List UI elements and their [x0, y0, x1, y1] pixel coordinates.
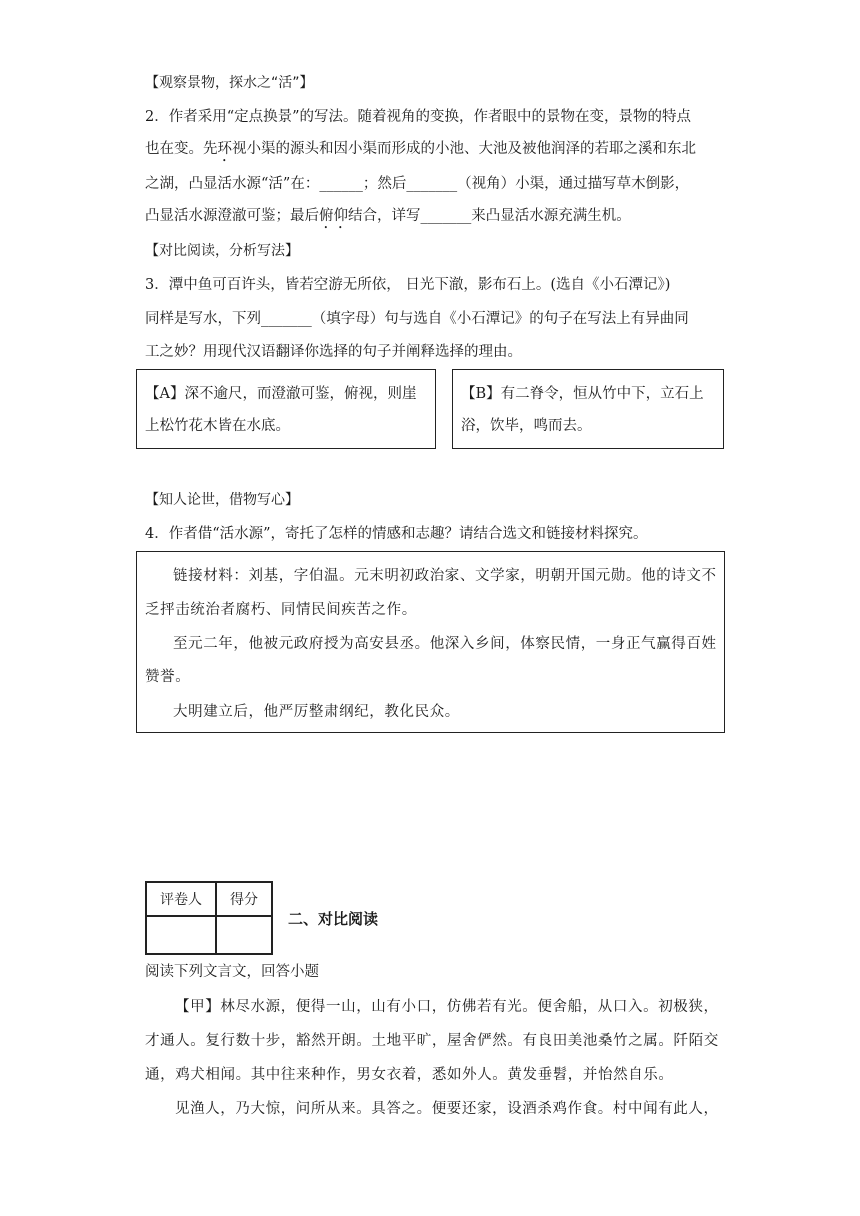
link-material-line-4: 赞誉。 [145, 669, 191, 685]
q3-heading: 【对比阅读，分析写法】 [145, 243, 299, 259]
q4-line-1: 4．作者借“活水源”，寄托了怎样的情感和志趣？请结合选文和链接材料探究。 [145, 526, 648, 542]
q3-line-3: 工之妙？用现代汉语翻译你选择的句子并阐释选择的理由。 [145, 344, 522, 360]
passage-jia-line-3: 通，鸡犬相闻。其中往来种作，男女衣着，悉如外人。黄发垂髫，并怡然自乐。 [145, 1067, 674, 1083]
link-material-line-1: 链接材料：刘基，字伯温。元末明初政治家、文学家，明朝开国元勋。他的诗文不 [173, 568, 717, 584]
link-material-box [136, 551, 725, 733]
passage-jia-line-2: 才通人。复行数十步，豁然开朗。土地平旷，屋舍俨然。有良田美池桑竹之属。阡陌交 [145, 1033, 719, 1049]
passage-jia-line-4: 见渔人，乃大惊，问所从来。具答之。便要还家，设酒杀鸡作食。村中闻有此人， [175, 1101, 719, 1117]
score-table-header-grader: 评卷人 [146, 882, 216, 916]
link-material-line-2: 乏抨击统治者腐朽、同情民间疾苦之作。 [145, 602, 417, 618]
score-table-header-score: 得分 [216, 882, 272, 916]
score-table [145, 881, 273, 955]
emphasis-dot-text: 俯仰 [319, 208, 348, 224]
score-table-grader-cell[interactable] [146, 916, 216, 954]
q3-line-2: 同样是写水，下列_______（填字母）句与选自《小石潭记》的句子在写法上有异曲同 [145, 311, 689, 327]
option-a-line-2: 上松竹花木皆在水底。 [145, 418, 290, 434]
emphasis-dot-text: 环 [217, 141, 232, 157]
q2-line-3: 之湖，凸显活水源“活”在：______；然后_______（视角）小渠，通过描写草木倒影， [145, 176, 690, 192]
q2-line-1: 2．作者采用“定点换景”的写法。随着视角的变换，作者眼中的景物在变，景物的特点 [145, 109, 692, 125]
option-b-line-1: 【B】有二脊令，恒从竹中下，立石上 [461, 386, 704, 402]
score-table-score-cell[interactable] [216, 916, 272, 954]
link-material-line-5: 大明建立后，他严厉整肃纲纪，教化民众。 [173, 704, 460, 720]
q2-heading: 【观察景物，探水之“活”】 [145, 75, 314, 91]
passage-jia-line-1: 【甲】林尽水源，便得一山，山有小口，仿佛若有光。便舍船，从口入。初极狭， [175, 999, 719, 1015]
q4-heading: 【知人论世，借物写心】 [145, 492, 299, 508]
option-a-box [136, 369, 436, 449]
q2-line-4: 凸显活水源澄澈可鉴；最后俯仰结合，详写_______来凸显活水源充满生机。 [145, 208, 631, 224]
option-a-line-1: 【A】深不逾尺，而澄澈可鉴，俯视，则崖 [145, 386, 417, 402]
q3-line-1: 3．潭中鱼可百许头，皆若空游无所依， 日光下澈，影布石上。(选自《小石潭记》) [145, 277, 671, 293]
section-title: 二、对比阅读 [288, 910, 379, 928]
option-b-line-2: 浴，饮毕，鸣而去。 [461, 418, 592, 434]
q2-line-2: 也在变。先环视小渠的源头和因小渠而形成的小池、大池及被他润泽的若耶之溪和东北 [145, 141, 696, 157]
link-material-line-3: 至元二年，他被元政府授为高安县丞。他深入乡间，体察民情，一身正气赢得百姓 [173, 636, 717, 652]
option-b-box [452, 369, 724, 449]
reading-instruction: 阅读下列文言文，回答小题 [145, 964, 319, 980]
